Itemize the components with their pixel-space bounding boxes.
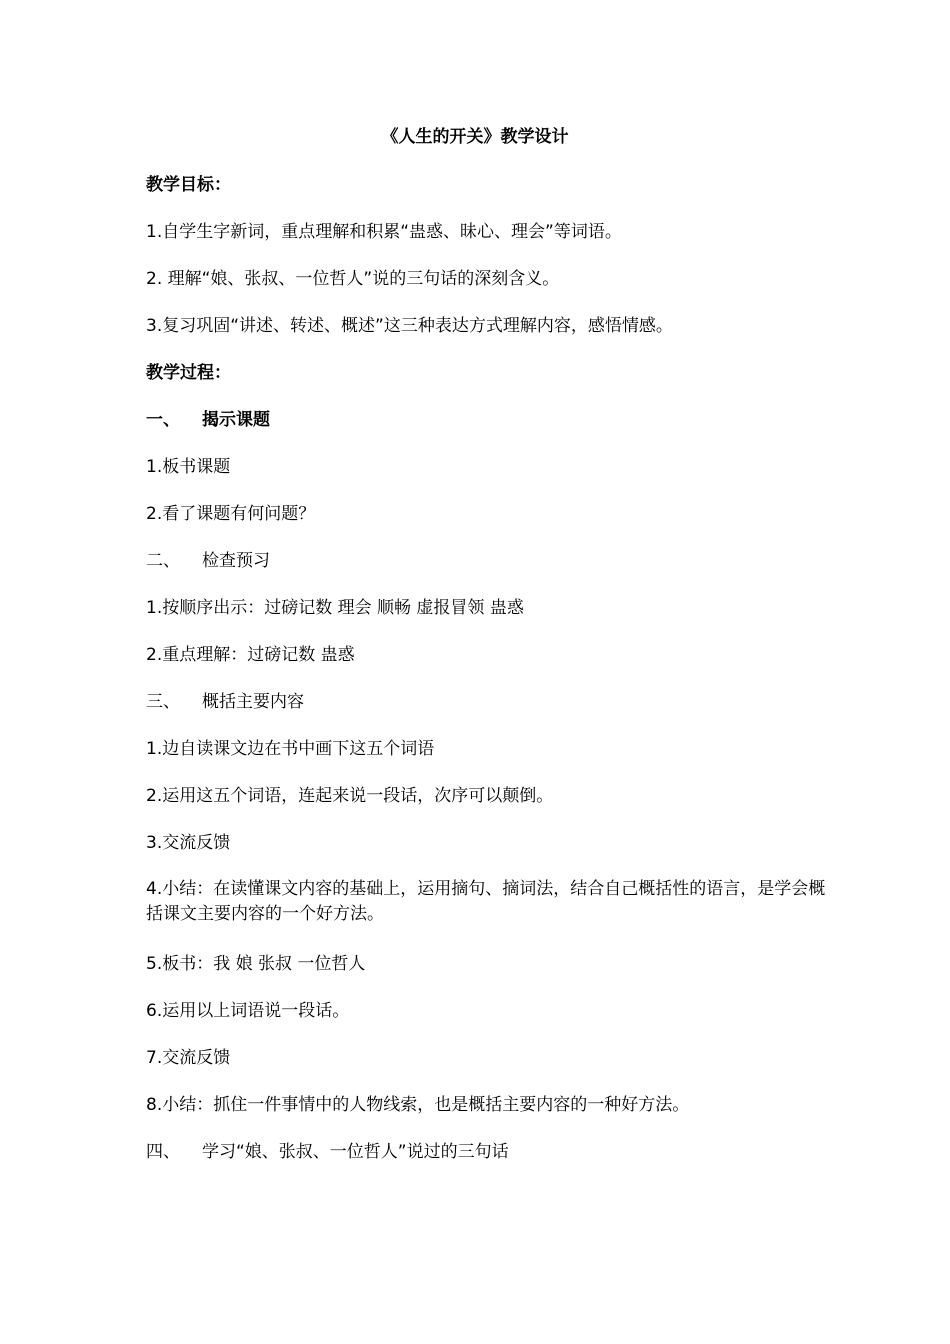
section-heading-1	[146, 409, 826, 431]
list-item: 8.小结：抓住一件事情中的人物线索，也是概括主要内容的一种好方法。	[146, 1095, 690, 1115]
section-number: 四、	[146, 1142, 180, 1162]
objective-item-2: 2. 理解“娘、张叔、一位哲人”说的三句话的深刻含义。	[146, 269, 560, 289]
section-title: 学习“娘、张叔、一位哲人”说过的三句话	[202, 1142, 509, 1162]
list-item: 3.交流反馈	[146, 833, 231, 853]
document-title: 《人生的开关》教学设计	[381, 127, 569, 147]
section-number: 一、	[146, 410, 180, 430]
section-title: 概括主要内容	[202, 692, 304, 712]
list-item: 4.小结：在读懂课文内容的基础上，运用摘句、摘词法，结合自己概括性的语言，是学会概括课文主要内容的一个好方法。	[146, 879, 826, 924]
section-title: 揭示课题	[202, 410, 270, 430]
objective-item-1: 1.自学生字新词，重点理解和积累“蛊惑、昧心、理会”等词语。	[146, 222, 622, 242]
list-item: 2.运用这五个词语，连起来说一段话，次序可以颠倒。	[146, 786, 554, 806]
section-heading-3	[146, 691, 826, 713]
list-item: 1.按顺序出示：过磅记数 理会 顺畅 虚报冒领 蛊惑	[146, 598, 524, 618]
section-number: 二、	[146, 551, 180, 571]
section-number: 三、	[146, 692, 180, 712]
list-item: 1.边自读课文边在书中画下这五个词语	[146, 739, 435, 759]
section-title: 检查预习	[202, 551, 270, 571]
section-heading-4	[146, 1141, 826, 1163]
list-item: 1.板书课题	[146, 457, 231, 477]
list-item: 2.看了课题有何问题？	[146, 504, 316, 524]
process-heading: 教学过程：	[146, 363, 231, 383]
list-item: 7.交流反馈	[146, 1048, 231, 1068]
list-item: 5.板书：我 娘 张叔 一位哲人	[146, 954, 366, 974]
objective-item-3: 3.复习巩固“讲述、转述、概述”这三种表达方式理解内容，感悟情感。	[146, 316, 673, 336]
list-item: 2.重点理解：过磅记数 蛊惑	[146, 645, 355, 665]
list-item: 6.运用以上词语说一段话。	[146, 1001, 350, 1021]
objectives-heading: 教学目标：	[146, 175, 231, 195]
section-heading-2	[146, 550, 826, 572]
